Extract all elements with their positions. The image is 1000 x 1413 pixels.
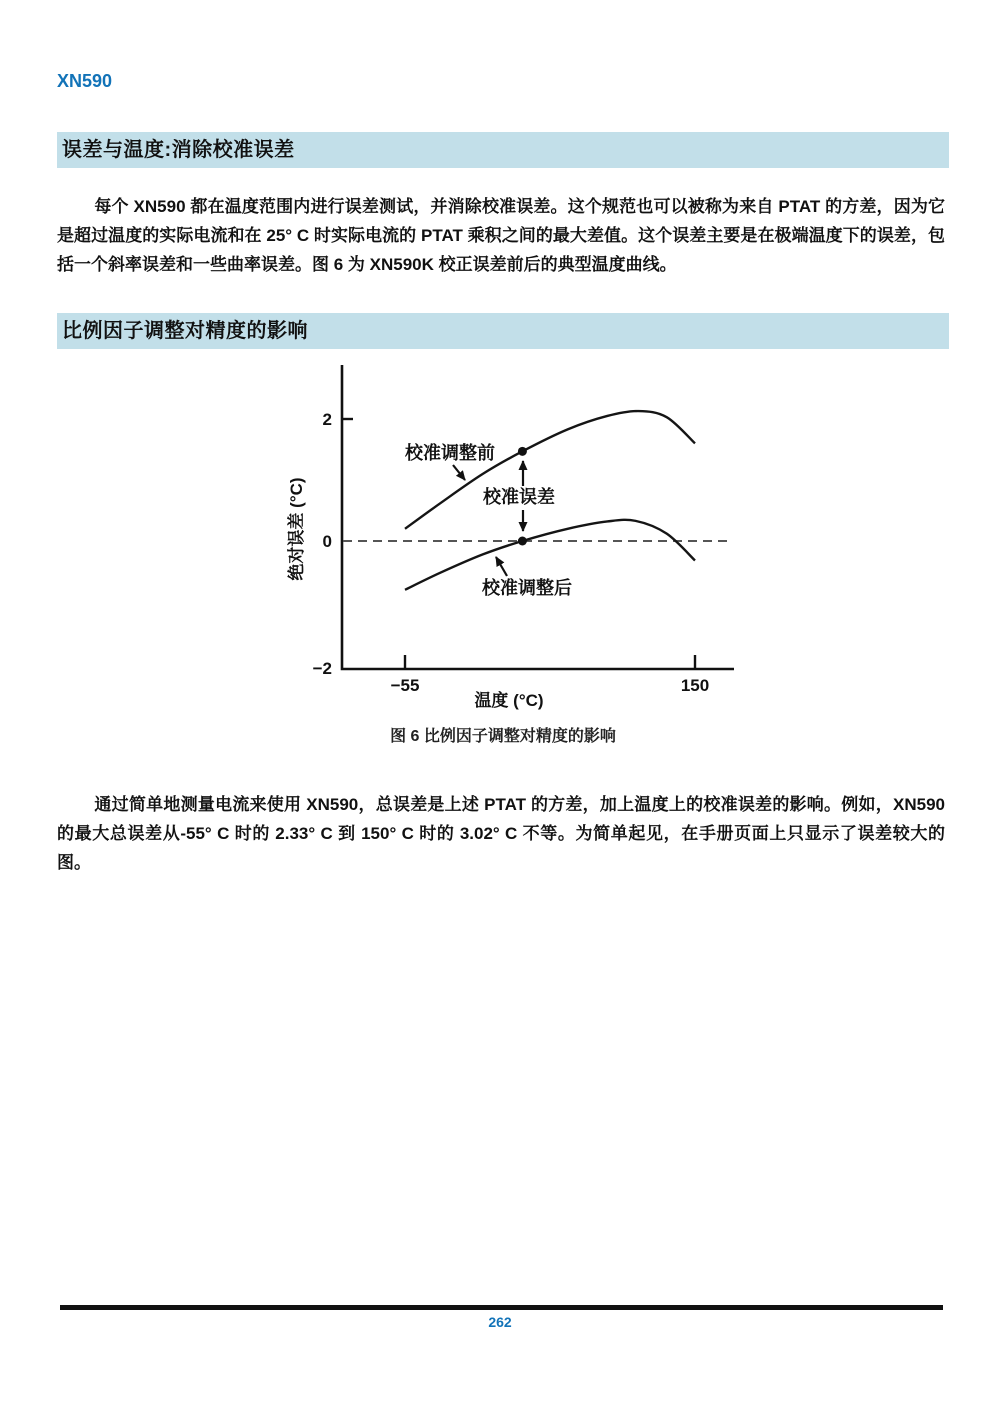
section-heading-scale-factor: 比例因子调整对精度的影响 [57,313,949,349]
y-axis-title: 绝对误差 (°C) [287,477,306,581]
page-footer [0,1305,1000,1330]
annotation-before-calibration: 校准调整前 [405,443,495,463]
data-point-marker [518,537,527,546]
paragraph-error-temperature: 每个 XN590 都在温度范围内进行误差测试，并消除校准误差。这个规范也可以被称为来自 PTAT 的方差，因为它是超过温度的实际电流和在 25° C 时实际电流的 PTAT 乘积之间的最大差值。这个误差主要是在极端温度下的误差，包括一个斜率误差和一些曲率误差。图 6 为 XN590K 校正误差前后的典型温度曲线。 [57,197,945,274]
annotation-calibration-error: 校准误差 [483,487,555,507]
doc-title: XN590 [57,71,113,91]
annotation-after-calibration: 校准调整后 [482,578,572,598]
paragraph-total-error: 通过简单地测量电流来使用 XN590，总误差是上述 PTAT 的方差，加上温度上的校准误差的影响。例如，XN590 的最大总误差从-55° C 时的 2.33° C 到 150° C 时的 3.02° C 不等。为简单起见，在手册页面上只显示了误差较大的图。 [57,795,945,872]
section-heading-error-temperature: 误差与温度:消除校准误差 [57,132,949,168]
annotation-arrow [453,465,465,480]
figure-6 [57,361,949,746]
data-point-marker [518,447,527,456]
x-tick-label: −55 [390,676,420,695]
y-tick-label: 0 [322,532,332,551]
footer-rule [60,1305,943,1310]
chart-axes [342,365,734,669]
curve-before-calibration [405,411,695,529]
y-tick-label: −2 [312,659,332,678]
x-axis-title: 温度 (°C) [474,691,544,710]
figure-caption: 图 6 比例因子调整对精度的影响 [390,728,616,745]
page-number: 262 [488,1314,512,1330]
y-tick-label: 2 [322,410,332,429]
x-tick-label: 150 [680,676,710,695]
annotation-arrow [496,557,507,576]
temperature-error-chart [272,361,742,721]
